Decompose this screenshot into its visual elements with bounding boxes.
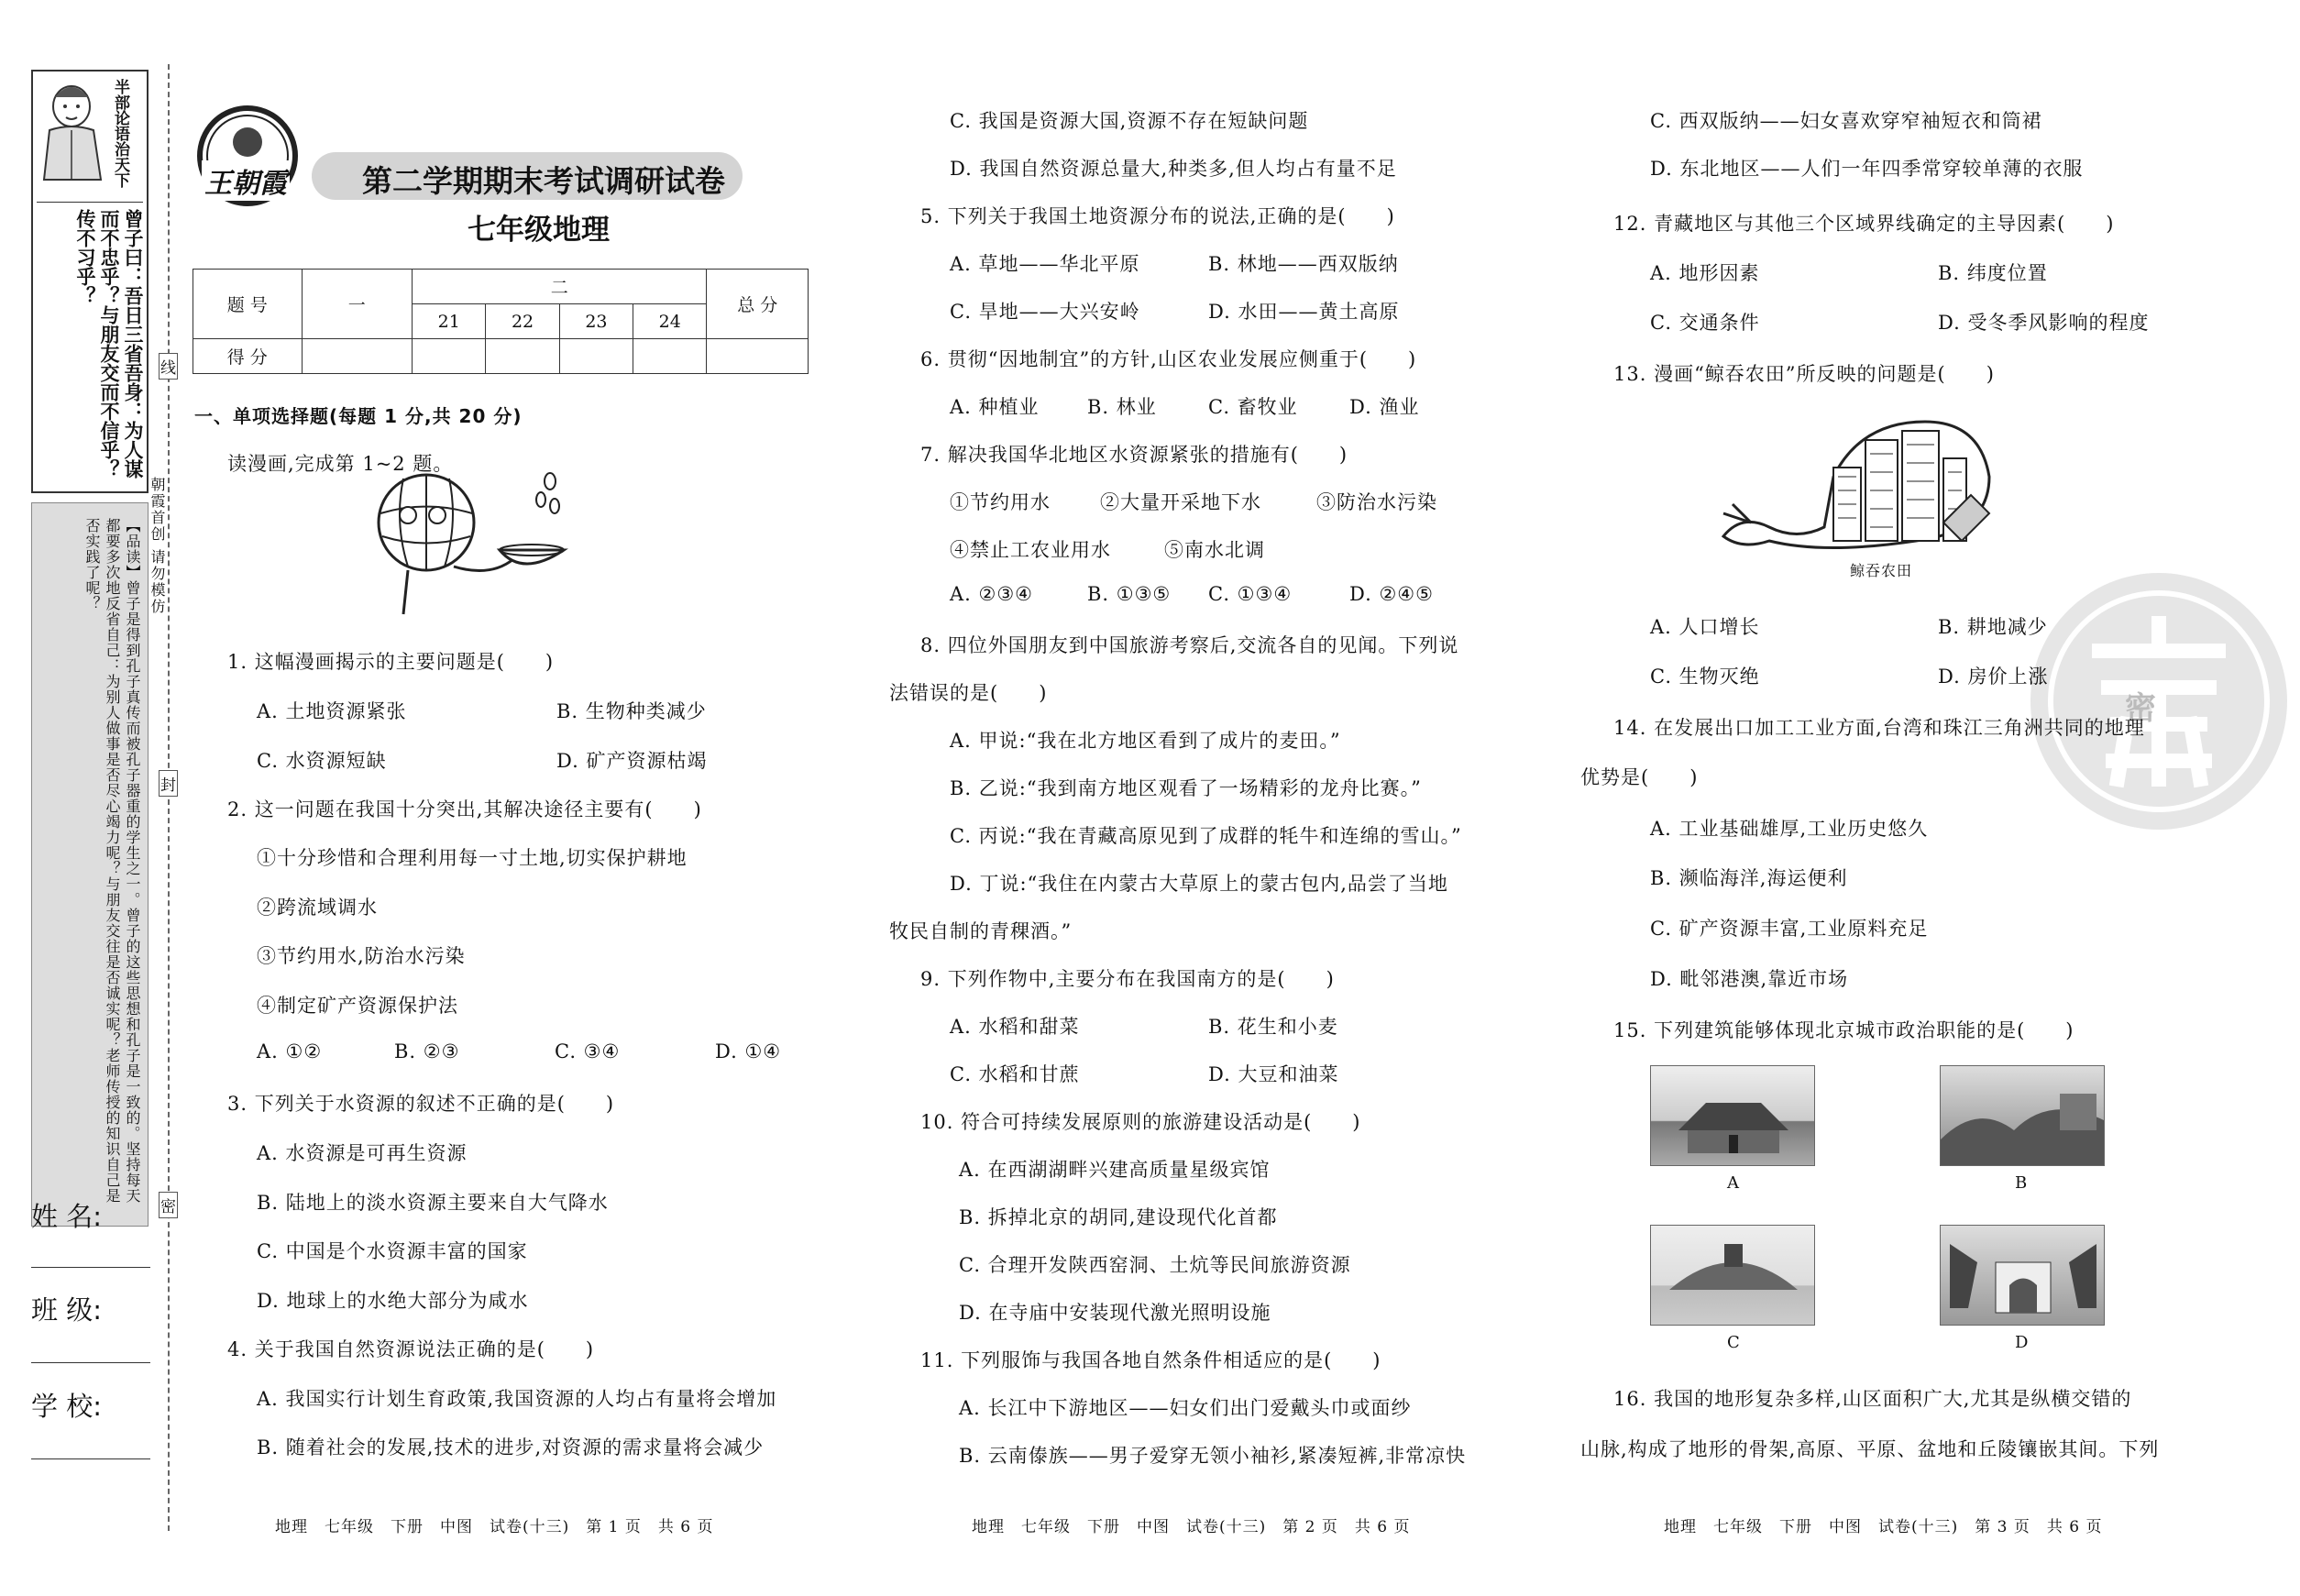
- name-field-label: 姓 名:: [31, 1201, 102, 1232]
- q9-option-a[interactable]: A. 水稻和甜菜: [950, 1016, 1080, 1038]
- q8-option-a[interactable]: A. 甲说:“我在北方地区看到了成片的麦田。”: [950, 730, 1341, 752]
- cut-mark-1: 线: [159, 353, 178, 380]
- q9: 9. 下列作物中,主要分布在我国南方的是( ): [920, 968, 1335, 990]
- page3-footer: 地理 七年级 下册 中图 试卷(十三) 第 3 页 共 6 页: [1664, 1518, 2103, 1536]
- q13-option-a[interactable]: A. 人口增长: [1650, 616, 1760, 638]
- q14-line2: 优势是( ): [1580, 766, 1699, 788]
- score-cell-1[interactable]: [302, 339, 413, 374]
- q13-caption: 鲸吞农田: [1850, 562, 1913, 579]
- q2-option-a[interactable]: A. ①②: [257, 1040, 323, 1062]
- q15: 15. 下列建筑能够体现北京城市政治职能的是( ): [1613, 1019, 2074, 1041]
- q12: 12. 青藏地区与其他三个区域界线确定的主导因素( ): [1613, 213, 2115, 235]
- q13: 13. 漫画“鲸吞农田”所反映的问题是( ): [1613, 363, 1995, 385]
- binding-line: [168, 64, 170, 1531]
- score-cell-24[interactable]: [633, 339, 707, 374]
- q14-option-d[interactable]: D. 毗邻港澳,靠近市场: [1650, 968, 1849, 990]
- q3-option-a[interactable]: A. 水资源是可再生资源: [257, 1142, 468, 1164]
- score-table-sub-23: 23: [559, 304, 633, 339]
- q3-option-b[interactable]: B. 陆地上的淡水资源主要来自大气降水: [257, 1192, 609, 1214]
- q7-option-d[interactable]: D. ②④⑤: [1349, 583, 1434, 605]
- q9-option-c[interactable]: C. 水稻和甘蔗: [950, 1063, 1080, 1085]
- q15-label-c: C: [1727, 1333, 1741, 1352]
- q2-option-b[interactable]: B. ②③: [394, 1040, 460, 1062]
- summer-palace-image: [1651, 1226, 1815, 1326]
- q15-photo-a[interactable]: [1650, 1065, 1815, 1166]
- q1-option-a[interactable]: A. 土地资源紧张: [257, 700, 407, 722]
- q14-option-c[interactable]: C. 矿产资源丰富,工业原料充足: [1650, 918, 1929, 940]
- q6-option-a[interactable]: A. 种植业: [950, 396, 1040, 418]
- q4-option-c[interactable]: C. 我国是资源大国,资源不存在短缺问题: [950, 110, 1309, 132]
- q6-option-b[interactable]: B. 林业: [1087, 396, 1157, 418]
- q10-option-b[interactable]: B. 拆掉北京的胡同,建设现代化首都: [959, 1206, 1278, 1228]
- q16-line2: 山脉,构成了地形的骨架,高原、平原、盆地和丘陵镶嵌其间。下列: [1580, 1438, 2160, 1460]
- great-wall-image: [1941, 1066, 2105, 1166]
- logo-text: 王朝霞: [202, 160, 290, 201]
- cut-mark-2: 封: [159, 770, 178, 797]
- score-table-sub-21: 21: [413, 304, 486, 339]
- q7-item-3: ③防治水污染: [1316, 491, 1437, 513]
- section1-intro: 读漫画,完成第 1~2 题。: [227, 453, 454, 475]
- score-table: [193, 269, 809, 374]
- sidebar: [28, 66, 151, 1487]
- q1-option-b[interactable]: B. 生物种类减少: [556, 700, 707, 722]
- whale-farmland-cartoon: [1714, 403, 1998, 555]
- watermark-glyph: 密: [2125, 690, 2156, 727]
- q11-option-d[interactable]: D. 东北地区——人们一年四季常穿较单薄的衣服: [1650, 158, 2084, 180]
- q15-photo-c[interactable]: [1650, 1225, 1815, 1326]
- q13-option-b[interactable]: B. 耕地减少: [1938, 616, 2048, 638]
- water-cartoon: [353, 458, 582, 619]
- q11-option-c[interactable]: C. 西双版纳——妇女喜欢穿窄袖短衣和筒裙: [1650, 110, 2042, 132]
- school-field-label: 学 校:: [31, 1391, 102, 1422]
- q15-label-d: D: [2015, 1333, 2030, 1352]
- q5: 5. 下列关于我国土地资源分布的说法,正确的是( ): [920, 205, 1395, 227]
- section1-heading: 一、单项选择题(每题 1 分,共 20 分): [194, 405, 523, 427]
- q7-option-b[interactable]: B. ①③⑤: [1087, 583, 1172, 605]
- score-table-total: 总 分: [707, 270, 809, 339]
- university-gate-image: [1941, 1226, 2105, 1326]
- q8-option-b[interactable]: B. 乙说:“我到南方地区观看了一场精彩的龙舟比赛。”: [950, 777, 1422, 799]
- q9-option-d[interactable]: D. 大豆和油菜: [1208, 1063, 1339, 1085]
- commentary-text: 【品读】曾子是得到孔子真传而被孔子器重的学生之一。曾子的这些思想和孔子是一致的。坚持每天都要多次地反省自己：为别人做事是否尽心竭力呢？与朋友交往是否诚实呢？老师传授的知识自己是否实践了呢？: [83, 518, 141, 1204]
- motto-divider: [37, 202, 143, 203]
- q3-option-c[interactable]: C. 中国是个水资源丰富的国家: [257, 1240, 528, 1262]
- q2-item-4: ④制定矿产资源保护法: [257, 995, 458, 1017]
- q4-option-b[interactable]: B. 随着社会的发展,技术的进步,对资源的需求量将会减少: [257, 1436, 765, 1458]
- q7: 7. 解决我国华北地区水资源紧张的措施有( ): [920, 444, 1348, 466]
- q2-option-c[interactable]: C. ③④: [555, 1040, 621, 1062]
- q8-option-d[interactable]: D. 丁说:“我住在内蒙古大草原上的蒙古包内,品尝了当地: [950, 873, 1448, 895]
- q9-option-b[interactable]: B. 花生和小麦: [1208, 1016, 1338, 1038]
- q14-option-b[interactable]: B. 濒临海洋,海运便利: [1650, 867, 1848, 889]
- q8-line1: 8. 四位外国朋友到中国旅游考察后,交流各自的见闻。下列说: [920, 634, 1459, 656]
- score-table-sub-24: 24: [633, 304, 707, 339]
- q15-label-b: B: [2015, 1173, 2029, 1193]
- page1-footer: 地理 七年级 下册 中图 试卷(十三) 第 1 页 共 6 页: [275, 1518, 714, 1536]
- q11-option-a[interactable]: A. 长江中下游地区——妇女们出门爱戴头巾或面纱: [959, 1397, 1412, 1419]
- q11: 11. 下列服饰与我国各地自然条件相适应的是( ): [920, 1349, 1381, 1371]
- q6-option-d[interactable]: D. 渔业: [1349, 396, 1420, 418]
- score-cell-total[interactable]: [707, 339, 809, 374]
- q3: 3. 下列关于水资源的叙述不正确的是( ): [227, 1093, 615, 1115]
- q5-option-a[interactable]: A. 草地——华北平原: [950, 253, 1140, 275]
- q14-line1: 14. 在发展出口加工工业方面,台湾和珠江三角洲共同的地理: [1613, 717, 2145, 739]
- tiananmen-image: [1651, 1066, 1815, 1166]
- q15-label-a: A: [1727, 1173, 1740, 1193]
- q16-line1: 16. 我国的地形复杂多样,山区面积广大,尤其是纵横交错的: [1613, 1388, 2132, 1410]
- q12-option-d[interactable]: D. 受冬季风影响的程度: [1938, 312, 2150, 334]
- exam-title: 第二学期期末考试调研试卷: [362, 163, 725, 199]
- score-cell-21[interactable]: [413, 339, 486, 374]
- school-field-line[interactable]: [31, 1458, 150, 1459]
- q12-option-b[interactable]: B. 纬度位置: [1938, 262, 2048, 284]
- q10-option-c[interactable]: C. 合理开发陕西窑洞、土炕等民间旅游资源: [959, 1254, 1351, 1276]
- q7-item-4: ④禁止工农业用水: [950, 539, 1111, 561]
- cut-mark-3: 密: [159, 1192, 178, 1218]
- q12-option-a[interactable]: A. 地形因素: [1650, 262, 1760, 284]
- confucius-illustration: [37, 77, 110, 187]
- score-table-header-label: 题 号: [193, 270, 303, 339]
- q2: 2. 这一问题在我国十分突出,其解决途径主要有( ): [227, 798, 702, 820]
- q7-item-5: ⑤南水北调: [1164, 539, 1265, 561]
- q1-option-d[interactable]: D. 矿产资源枯竭: [556, 750, 708, 772]
- q7-item-2: ②大量开采地下水: [1100, 491, 1261, 513]
- motto-top: 半部论语治天下: [111, 79, 129, 188]
- q8-option-d-cont: 牧民自制的青稞酒。”: [889, 920, 1073, 942]
- q4-option-a[interactable]: A. 我国实行计划生育政策,我国资源的人均占有量将会增加: [257, 1388, 777, 1410]
- page2-footer: 地理 七年级 下册 中图 试卷(十三) 第 2 页 共 6 页: [972, 1518, 1411, 1536]
- secret-seal-watermark: [2026, 568, 2292, 834]
- analects-quote: 曾子曰：吾日三省吾身：为人谋而不忠乎？与朋友交而不信乎？传不习乎？: [74, 209, 144, 479]
- q13-option-d[interactable]: D. 房价上涨: [1938, 666, 2049, 688]
- q10-option-a[interactable]: A. 在西湖湖畔兴建高质量星级宾馆: [959, 1159, 1271, 1181]
- q2-option-d[interactable]: D. ①④: [715, 1040, 782, 1062]
- q4: 4. 关于我国自然资源说法正确的是( ): [227, 1338, 595, 1360]
- exam-subtitle: 七年级地理: [468, 214, 610, 247]
- q15-photo-b[interactable]: [1940, 1065, 2105, 1166]
- q8-option-c[interactable]: C. 丙说:“我在青藏高原见到了成群的牦牛和连绵的雪山。”: [950, 825, 1462, 847]
- score-table-col-1: 一: [302, 270, 413, 339]
- q1-option-c[interactable]: C. 水资源短缺: [257, 750, 387, 772]
- name-field-line[interactable]: [31, 1267, 150, 1268]
- q5-option-d[interactable]: D. 水田——黄土高原: [1208, 301, 1400, 323]
- q15-photo-d[interactable]: [1940, 1225, 2105, 1326]
- score-cell-22[interactable]: [486, 339, 559, 374]
- q7-option-c[interactable]: C. ①③④: [1208, 583, 1293, 605]
- q10-option-d[interactable]: D. 在寺庙中安装现代激光照明设施: [959, 1302, 1271, 1324]
- sage-box: [31, 70, 149, 493]
- score-table-row-label: 得 分: [193, 339, 303, 374]
- score-cell-23[interactable]: [559, 339, 633, 374]
- q2-item-1: ①十分珍惜和合理利用每一寸土地,切实保护耕地: [257, 847, 688, 869]
- q7-item-1: ①节约用水: [950, 491, 1051, 513]
- q13-option-c[interactable]: C. 生物灭绝: [1650, 666, 1760, 688]
- q11-option-b[interactable]: B. 云南傣族——男子爱穿无领小袖衫,紧凑短裤,非常凉快: [959, 1445, 1467, 1467]
- q1: 1. 这幅漫画揭示的主要问题是( ): [227, 651, 555, 673]
- class-field-label: 班 级:: [31, 1294, 102, 1326]
- q4-option-d[interactable]: D. 我国自然资源总量大,种类多,但人均占有量不足: [950, 158, 1397, 180]
- q7-option-a[interactable]: A. ②③④: [950, 583, 1033, 605]
- commentary-box: [31, 502, 149, 1227]
- class-field-line[interactable]: [31, 1362, 150, 1363]
- q2-item-2: ②跨流域调水: [257, 897, 378, 919]
- q5-option-b[interactable]: B. 林地——西双版纳: [1208, 253, 1399, 275]
- q8-line2: 法错误的是( ): [889, 682, 1048, 704]
- score-table-sub-22: 22: [486, 304, 559, 339]
- q14-option-a[interactable]: A. 工业基础雄厚,工业历史悠久: [1650, 818, 1929, 840]
- q2-item-3: ③节约用水,防治水污染: [257, 945, 466, 967]
- q6: 6. 贯彻“因地制宜”的方针,山区农业发展应侧重于( ): [920, 348, 1417, 370]
- q10: 10. 符合可持续发展原则的旅游建设活动是( ): [920, 1111, 1361, 1133]
- brand-note: 朝霞首创 请勿模仿: [149, 477, 166, 616]
- q5-option-c[interactable]: C. 旱地——大兴安岭: [950, 301, 1140, 323]
- q12-option-c[interactable]: C. 交通条件: [1650, 312, 1760, 334]
- q3-option-d[interactable]: D. 地球上的水绝大部分为咸水: [257, 1290, 529, 1312]
- q6-option-c[interactable]: C. 畜牧业: [1208, 396, 1298, 418]
- score-table-col-2: 二: [413, 270, 707, 304]
